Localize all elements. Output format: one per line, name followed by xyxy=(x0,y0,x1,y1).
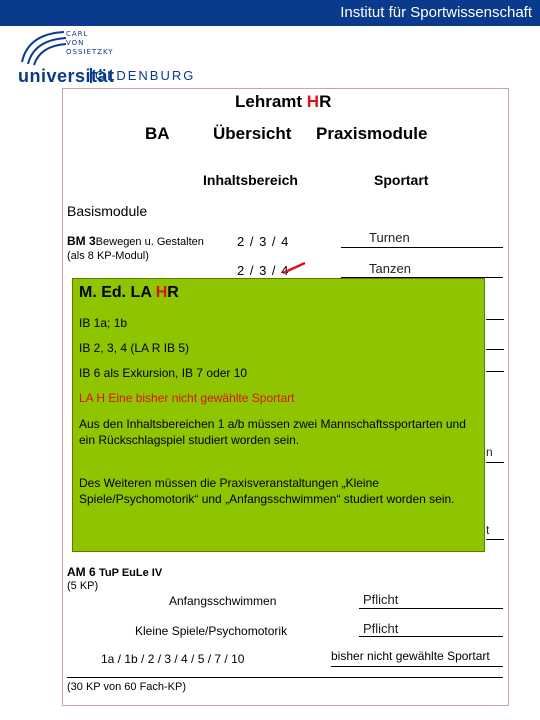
logo-line-1: CARL xyxy=(66,30,89,38)
hidden-text-fragment-1: n xyxy=(486,445,493,459)
hidden-row-line-2 xyxy=(486,349,504,350)
bm3-row2-sport: Tanzen xyxy=(369,261,411,276)
header-uebersicht: Übersicht xyxy=(213,124,292,143)
overlay-red-line: LA H Eine bisher nicht gewählte Sportart xyxy=(79,391,295,405)
am6-row1-sport: Pflicht xyxy=(363,592,399,607)
ib-list: 1a / 1b / 2 / 3 / 4 / 5 / 7 / 10 xyxy=(101,652,245,666)
bm3-row1-sport: Turnen xyxy=(369,230,410,245)
ib-list-sport: bisher nicht gewählte Sportart xyxy=(331,649,490,663)
logo-line-2: VON xyxy=(66,39,85,47)
overlay-line-2: IB 2, 3, 4 (LA R IB 5) xyxy=(79,341,190,355)
am6-row2-name: Kleine Spiele/Psychomotorik xyxy=(135,624,288,638)
hidden-row-line-3 xyxy=(486,371,504,372)
overlay-line-1: IB 1a; 1b xyxy=(79,316,128,330)
logo-line-3: OSSIETZKY xyxy=(66,48,114,56)
overlay-paragraph-2: Des Weiteren müssen die Praxisveranstaltungen „Kleine Spiele/Psychomotorik“ und „Anfangsschwimmen“ studiert worden sein. xyxy=(79,476,455,506)
bm3-label: BM 3Bewegen u. Gestalten xyxy=(67,234,204,248)
hidden-row-line-5 xyxy=(486,539,504,540)
am6-note: (5 KP) xyxy=(67,580,99,592)
logo-city: OLDENBURG xyxy=(90,68,195,83)
institute-title: Institut für Sportwissenschaft xyxy=(340,4,532,21)
overlay-title: M. Ed. LA HR xyxy=(79,284,179,301)
column-inhaltsbereich: Inhaltsbereich xyxy=(203,172,298,188)
overlay-line-3: IB 6 als Exkursion, IB 7 oder 10 xyxy=(79,366,248,380)
header-ba: BA xyxy=(145,124,170,143)
hidden-row-line-1 xyxy=(486,319,504,320)
footer-line xyxy=(67,677,503,678)
hidden-row-line-4 xyxy=(486,462,504,463)
ib-list-line xyxy=(331,666,503,667)
footer-note: (30 KP von 60 Fach-KP) xyxy=(67,681,187,693)
red-arrow-icon xyxy=(281,259,309,275)
bm3-row2-ib: 2 / 3 / 4 xyxy=(237,263,290,278)
logo-university: universität xyxy=(18,66,115,86)
am6-label: AM 6 TuP EuLe IV xyxy=(67,565,163,579)
overlay-paragraph-1: Aus den Inhaltsbereichen 1 a/b müssen zwei Mannschaftssportarten und ein Rückschlagspiel studiert worden sein. xyxy=(79,417,466,447)
bm3-note: (als 8 KP-Modul) xyxy=(67,250,149,262)
logo-swoosh-icon xyxy=(18,28,68,68)
top-bar xyxy=(0,0,540,26)
section-basismodule: Basismodule xyxy=(67,203,148,219)
header-praxismodule: Praxismodule xyxy=(316,124,428,143)
slide-title: Lehramt HR xyxy=(235,92,332,111)
column-sportart: Sportart xyxy=(374,172,429,188)
med-overlay-box xyxy=(72,278,485,552)
hidden-text-fragment-2: t xyxy=(486,523,490,537)
am6-row2-line xyxy=(359,636,503,637)
am6-row1-line xyxy=(359,608,503,609)
am6-row1-name: Anfangsschwimmen xyxy=(169,594,277,608)
bm3-row1-line xyxy=(341,247,503,248)
bm3-row1-ib: 2 / 3 / 4 xyxy=(237,234,290,249)
am6-row2-sport: Pflicht xyxy=(363,621,399,636)
university-logo xyxy=(18,28,196,88)
